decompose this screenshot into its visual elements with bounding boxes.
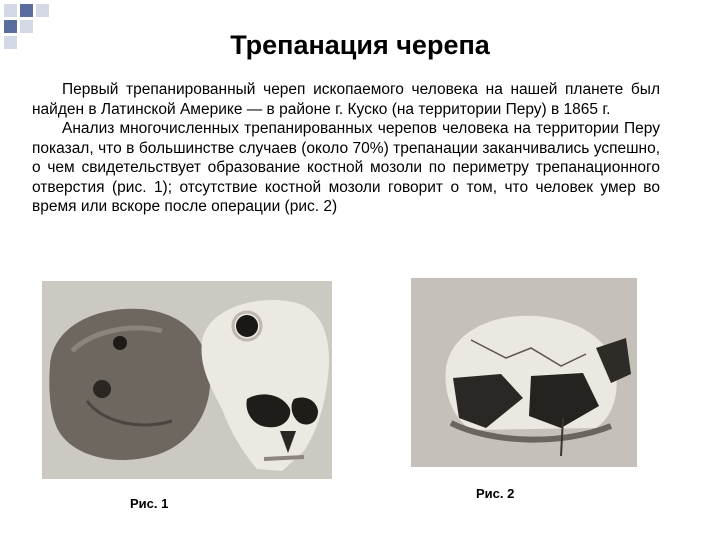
figure-2-skull-photo [411, 278, 637, 467]
paragraph-discovery: Первый трепанированный череп ископаемого человека на нашей планете был найден в Латинской Америке — в районе г. Куско (на территории Перу) в 1865 г. [32, 81, 660, 118]
figure-1-caption: Рис. 1 [130, 496, 169, 511]
slide-body [32, 80, 660, 217]
paragraph-analysis: Анализ многочисленных трепанированных черепов человека на территории Перу показал, что в большинстве случаев (около 70%) трепанации заканчивались успешно, о чем свидетельствует образование костной мозоли по периметру трепанационного отверстия (рис. 1); отсутствие костной мозоли говорит о том, что человек умер во время или вскоре после операции (рис. 2) [32, 120, 660, 215]
figure-2-caption: Рис. 2 [476, 486, 515, 501]
slide-title: Трепанация черепа [230, 30, 490, 60]
figure-1-skulls-photo [42, 281, 332, 479]
